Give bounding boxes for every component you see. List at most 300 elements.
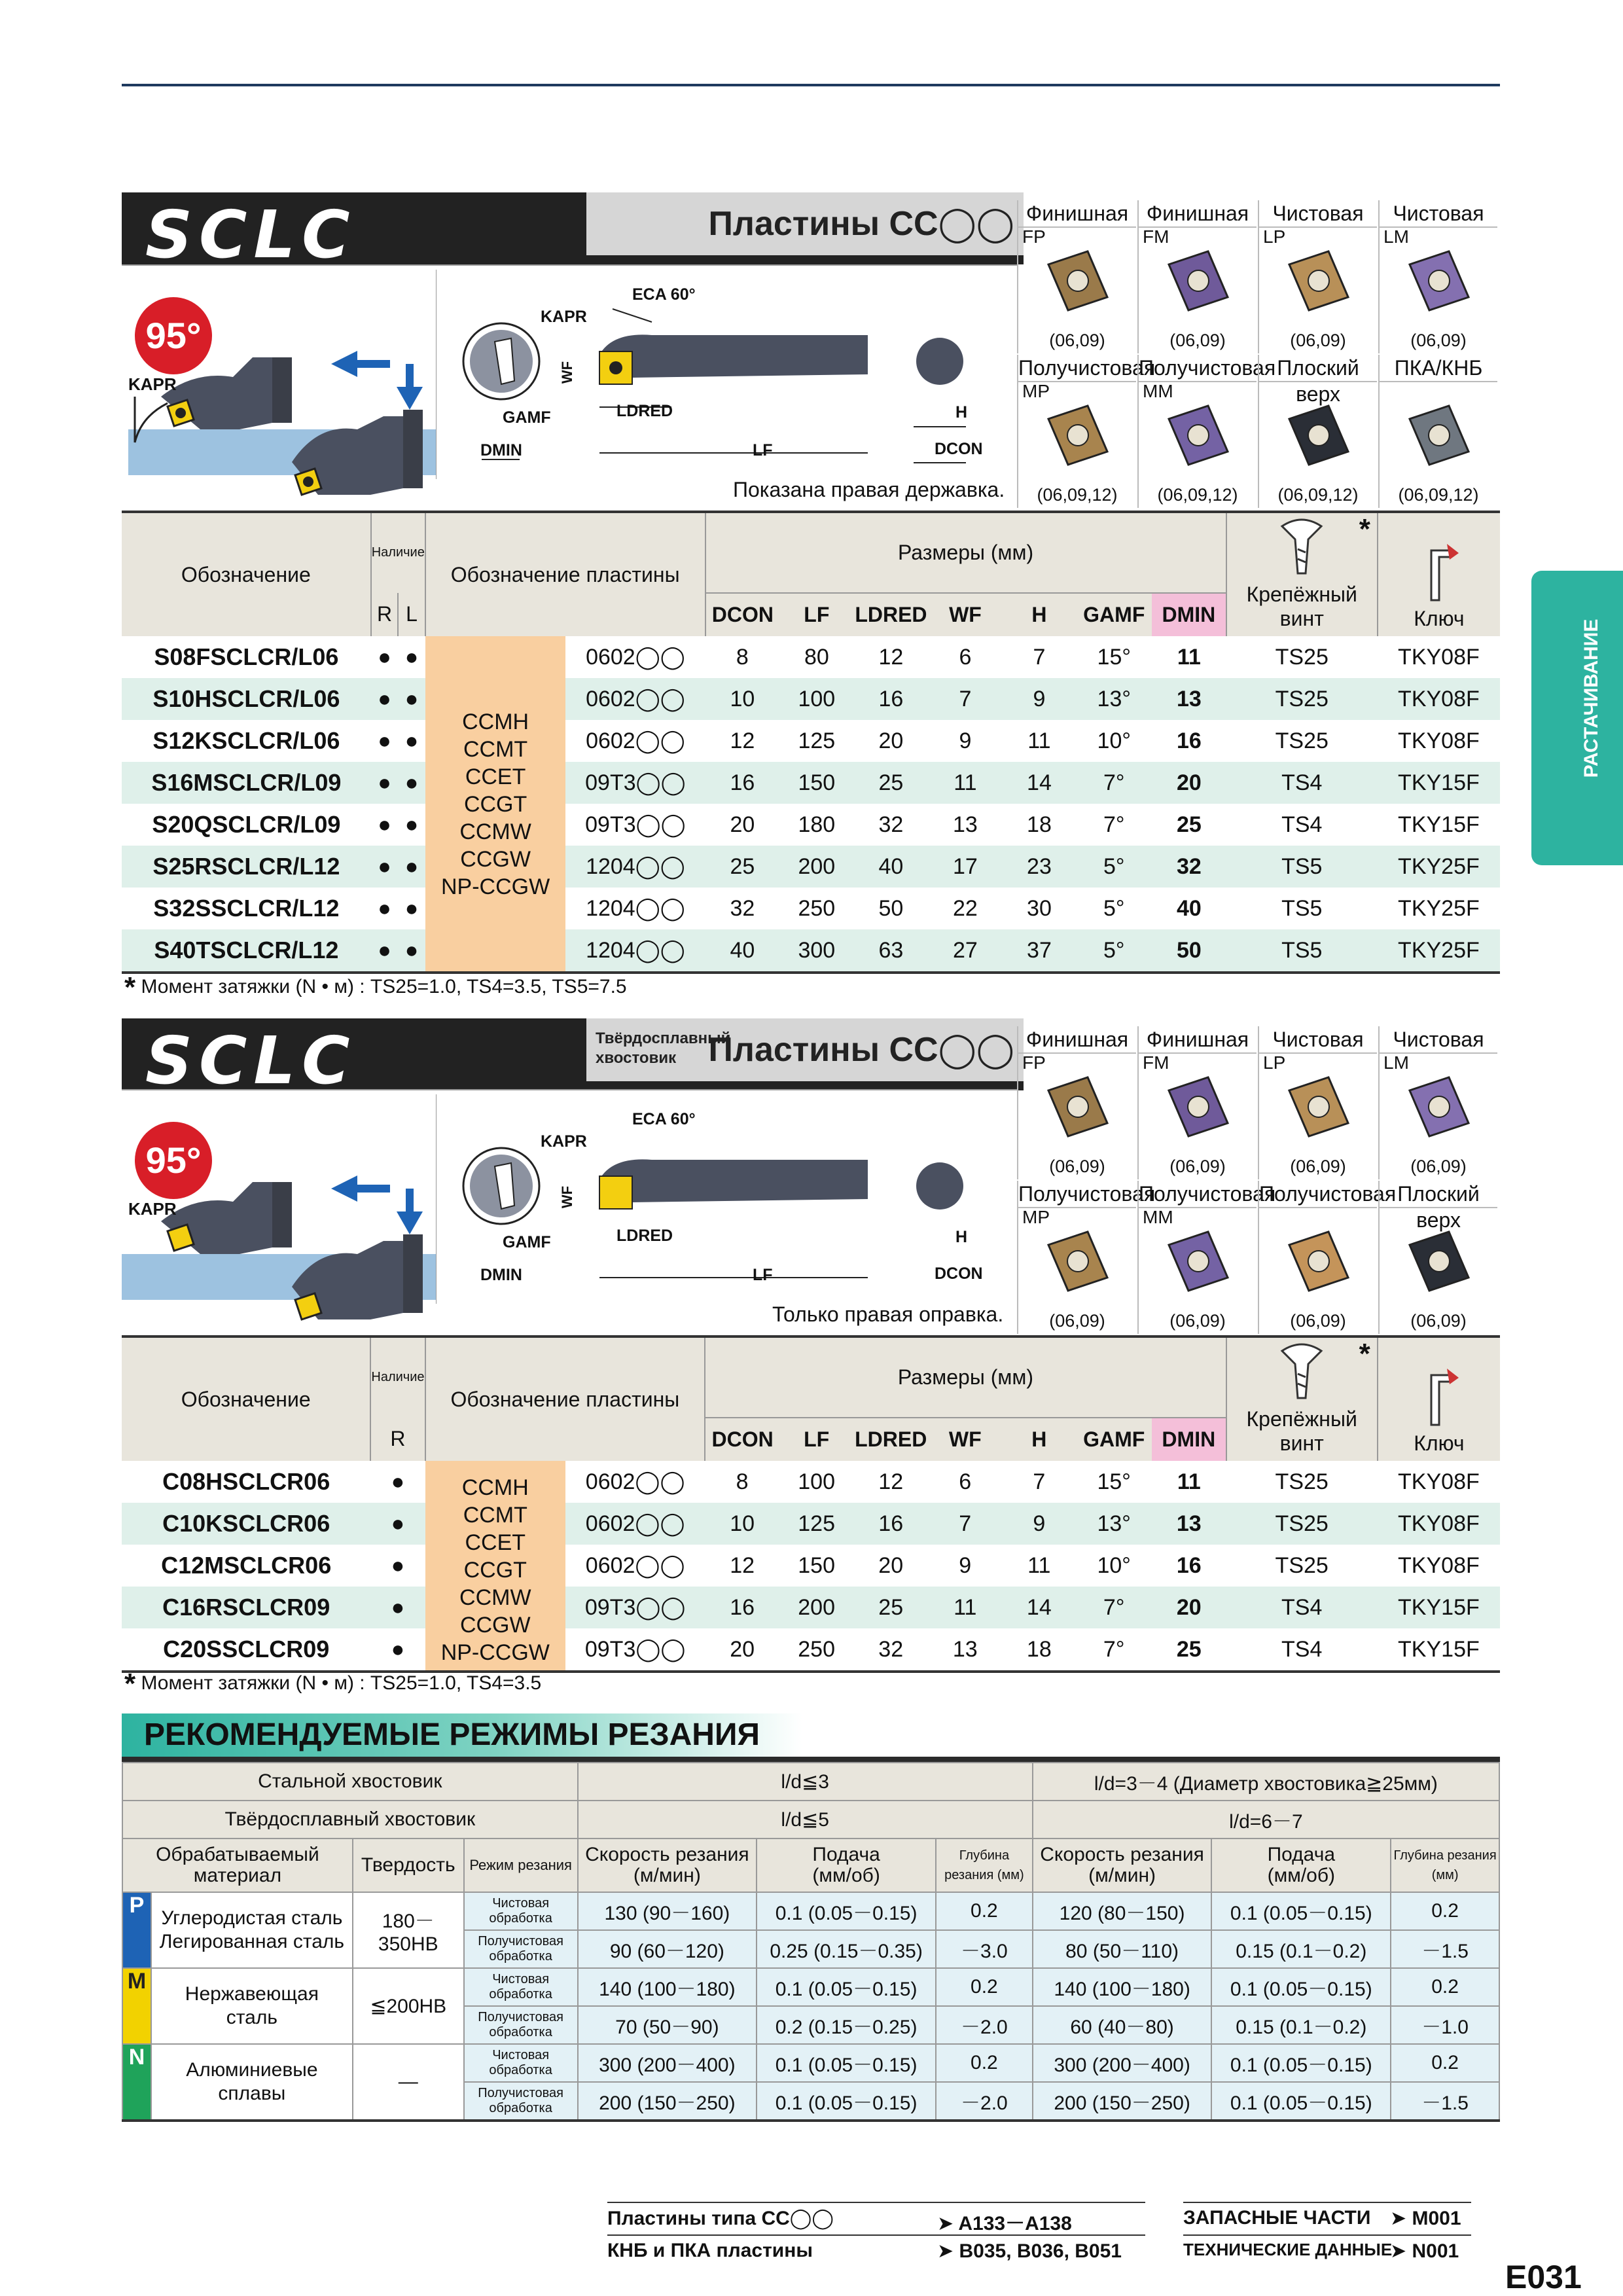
dim-value: 7 — [928, 678, 1002, 720]
holder-code: C10KSCLCR06 — [122, 1503, 370, 1545]
table-row[interactable] — [122, 804, 1500, 846]
cutting-value: 0.15 (0.1－0.2) — [1211, 1930, 1391, 1968]
table-row[interactable] — [122, 1461, 1500, 1503]
insert-card[interactable] — [1137, 1181, 1276, 1334]
cutting-mode: Чистовая обработка — [464, 2044, 578, 2082]
insert-card[interactable] — [1258, 1181, 1397, 1334]
availability-r: ● — [371, 678, 399, 720]
insert-image — [1162, 399, 1234, 471]
insert-type: CCMW — [459, 1585, 531, 1610]
cutting-mode: Чистовая обработка — [464, 1968, 578, 2006]
dim-value: 40 — [705, 929, 780, 973]
insert-sizes: (06,09,12) — [1277, 485, 1359, 505]
insert-type: CCET — [465, 1530, 526, 1555]
availability-r: ● — [378, 895, 391, 921]
spec-table-2 — [122, 1335, 1500, 1673]
col-l: L — [398, 593, 425, 636]
tool-drawing-2 — [122, 1089, 1017, 1336]
table-row[interactable] — [122, 636, 1500, 678]
dim-value: 13 — [1152, 1503, 1226, 1545]
cutting-value: 300 (200－400) — [578, 2044, 757, 2082]
dim-value: 15° — [1097, 644, 1131, 670]
dcon-label-2: DCON — [935, 1265, 983, 1283]
star-mark-2: * — [1359, 1338, 1370, 1370]
carbide-ld1: l/d≦5 — [578, 1801, 1033, 1839]
cutting-value: －2.0 — [936, 2082, 1033, 2121]
dim-value: 13 — [953, 812, 978, 837]
key-code: TKY08F — [1378, 678, 1500, 720]
insert-grade-title: Чистовая — [1380, 200, 1497, 228]
insert-card[interactable] — [1017, 1026, 1136, 1179]
col-insert-2: Обозначение пластины — [425, 1336, 705, 1461]
key-code: TKY15F — [1378, 762, 1500, 804]
torque-note-2: * Момент затяжки (N • м) : TS25=1.0, TS4=3.5 — [124, 1668, 542, 1700]
header-band-1 — [122, 192, 1024, 273]
col-r-2: R — [370, 1418, 425, 1461]
insert-sizes: (06,09) — [1290, 331, 1346, 350]
insert-types — [425, 636, 566, 973]
wf-label-2: WF — [559, 1185, 576, 1209]
kapr-diagram-label-2: KAPR — [541, 1132, 587, 1151]
material-hardness: — — [353, 2044, 464, 2121]
holder-code: C12MSCLCR06 — [161, 1552, 332, 1579]
footer-link-3[interactable]: ➤ M001 — [1390, 2208, 1461, 2229]
screw-icon — [1275, 1338, 1328, 1403]
insert-card[interactable] — [1378, 200, 1497, 353]
cutting-value: 0.1 (0.05－0.15) — [757, 1968, 936, 2006]
availability-l: ● — [404, 812, 419, 837]
cutting-value: 90 (60－120) — [578, 1930, 757, 1968]
lf-label-2: LF — [753, 1266, 773, 1284]
holder-code: C16RSCLCR09 — [122, 1587, 370, 1628]
insert-image — [1403, 245, 1475, 317]
table-row[interactable] — [122, 1545, 1500, 1587]
material-group-letter: P — [122, 1892, 151, 1968]
dim-value: 16 — [705, 1587, 779, 1628]
dim-value: 20 — [1152, 762, 1226, 804]
col-dcon: DCON — [705, 593, 780, 636]
dim-value: 32 — [730, 895, 755, 921]
dim-value: 250 — [798, 895, 836, 921]
side-tab[interactable] — [1531, 571, 1623, 865]
col-lf-2: LF — [779, 1418, 853, 1461]
insert-size-code: 0602◯◯ — [586, 728, 685, 753]
dim-value: 12 — [730, 1552, 755, 1578]
col-lf: LF — [779, 593, 853, 636]
key-code: TKY08F — [1398, 728, 1480, 753]
h-label: H — [955, 403, 968, 422]
footer-link-4[interactable]: ➤ N001 — [1390, 2240, 1459, 2262]
dim-value: 50 — [1152, 929, 1226, 973]
dim-value: 16 — [1176, 728, 1202, 753]
dim-value: 180 — [798, 812, 836, 837]
cutting-value: 60 (40－80) — [1033, 2006, 1212, 2044]
dim-value: 11 — [1177, 644, 1201, 670]
col-screw-2 — [1226, 1336, 1378, 1461]
steel-ld2: l/d=3－4 (Диаметр хвостовика≧25мм) — [1033, 1763, 1499, 1801]
material-name: Алюминиевые сплавы — [151, 2044, 353, 2121]
availability-r: ● — [391, 1552, 405, 1578]
dim-value: 7° — [1103, 1636, 1125, 1662]
dim-value: 12 — [730, 728, 755, 753]
insert-type: CCGT — [463, 1558, 527, 1583]
dim-value: 22 — [953, 895, 978, 921]
key-icon — [1413, 537, 1465, 603]
key-code: TKY25F — [1378, 846, 1500, 888]
insert-type: CCMH — [462, 709, 529, 734]
dim-value: 9 — [959, 728, 972, 753]
lf-label: LF — [753, 441, 773, 459]
key-code: TKY15F — [1398, 1636, 1480, 1662]
dim-value: 37 — [1002, 929, 1076, 973]
insert-image — [1042, 1225, 1114, 1297]
cutting-value: 0.2 — [936, 1892, 1033, 1930]
cutting-mode: Получистовая обработка — [464, 2006, 578, 2044]
dim-value: 200 — [779, 1587, 853, 1628]
insert-card[interactable] — [1137, 200, 1257, 353]
insert-image — [1283, 399, 1355, 471]
key-code: TKY08F — [1398, 1552, 1480, 1578]
material-name: Углеродистая сталь Легированная сталь — [151, 1892, 353, 1968]
dim-value: 11 — [1027, 728, 1051, 753]
dim-value: 16 — [1176, 1552, 1202, 1578]
key-code: TKY08F — [1378, 1503, 1500, 1545]
insert-chipbreaker-code: MP — [1022, 1207, 1050, 1227]
insert-type: CCGT — [463, 792, 527, 817]
dim-value: 15° — [1097, 1469, 1131, 1494]
footer-link-4-ref: N001 — [1412, 2240, 1459, 2262]
insert-size-code: 0602◯◯ — [585, 1469, 685, 1494]
table-row[interactable] — [122, 1628, 1500, 1672]
insert-grade-title: Финишная — [1018, 1026, 1136, 1054]
footer-link-2-ref: B035, B036, B051 — [959, 2240, 1122, 2262]
dim-value: 32 — [878, 1636, 904, 1662]
top-rule — [122, 84, 1500, 86]
insert-types — [425, 1461, 566, 1672]
cutting-value: 0.1 (0.05－0.15) — [757, 2044, 936, 2082]
cutting-value: 0.1 (0.05－0.15) — [1211, 2082, 1391, 2121]
key-code: TKY25F — [1378, 929, 1500, 973]
insert-grade-title: Чистовая — [1259, 200, 1377, 228]
dim-value: 27 — [928, 929, 1002, 973]
screw-code: TS5 — [1281, 895, 1323, 921]
key-code: TKY15F — [1398, 812, 1480, 837]
carbide-shank-row-label: Твёрдосплавный хвостовик — [122, 1801, 578, 1839]
footer-link-2[interactable]: ➤ B035, B036, B051 — [937, 2240, 1122, 2262]
dim-value: 100 — [798, 1469, 835, 1494]
screw-code: TS5 — [1226, 929, 1378, 973]
availability-l: ● — [404, 644, 419, 670]
insert-card[interactable] — [1378, 1026, 1497, 1179]
drawing-caption-2: Только правая оправка. — [772, 1302, 1004, 1326]
holder-code: S10HSCLCR/L06 — [122, 678, 371, 720]
dim-value: 20 — [730, 1636, 755, 1662]
screw-code: TS5 — [1226, 846, 1378, 888]
insert-size-code: 0602◯◯ — [585, 1553, 685, 1578]
insert-size-code: 0602◯◯ — [586, 645, 685, 670]
col-depth-2: Глубина резания (мм) — [1391, 1839, 1499, 1892]
dim-value: 32 — [1152, 846, 1226, 888]
insert-card[interactable] — [1017, 355, 1156, 508]
cutting-value: 0.1 (0.05－0.15) — [757, 1892, 936, 1930]
section-rule — [122, 1757, 1500, 1762]
ldred-label-2: LDRED — [616, 1227, 673, 1245]
screw-label: Крепёжный винт — [1246, 583, 1357, 630]
cutting-mode: Получистовая обработка — [464, 2082, 578, 2121]
page-number: E031 — [1505, 2259, 1582, 2295]
dim-value: 16 — [705, 762, 780, 804]
dim-value: 100 — [779, 678, 853, 720]
dim-value: 125 — [779, 1503, 853, 1545]
footer-link-3-label: ЗАПАСНЫЕ ЧАСТИ — [1183, 2207, 1371, 2229]
insert-chipbreaker-code: FP — [1022, 1052, 1046, 1073]
steel-shank-label: Стальной хвостовик — [122, 1763, 578, 1801]
insert-image — [1283, 1071, 1355, 1143]
insert-type: CCMT — [463, 1503, 527, 1528]
col-key-2 — [1378, 1336, 1500, 1461]
col-designation: Обозначение — [122, 512, 371, 636]
dim-value: 8 — [736, 644, 749, 670]
dim-value: 25 — [853, 1587, 928, 1628]
insert-card[interactable] — [1137, 1026, 1257, 1179]
insert-card[interactable] — [1017, 200, 1136, 353]
dim-value: 63 — [853, 929, 928, 973]
availability-l: ● — [398, 929, 425, 973]
dim-value: 7° — [1076, 762, 1152, 804]
cutting-value: 200 (150－250) — [578, 2082, 757, 2121]
key-code: TKY08F — [1398, 644, 1480, 670]
insert-sizes: (06,09) — [1290, 1311, 1346, 1331]
insert-sizes: (06,09) — [1169, 331, 1226, 350]
cutting-value: 140 (100－180) — [1033, 1968, 1212, 2006]
dim-value: 25 — [1176, 812, 1202, 837]
insert-image — [1162, 1225, 1234, 1297]
col-insert: Обозначение пластины — [425, 512, 705, 636]
footer-link-2-label: КНБ и ПКА пластины — [607, 2240, 813, 2261]
insert-sizes: (06,09) — [1169, 1157, 1226, 1176]
holder-code: C08HSCLCR06 — [162, 1468, 330, 1495]
screw-code: TS4 — [1281, 812, 1323, 837]
insert-card[interactable] — [1378, 355, 1497, 508]
cutting-value: 130 (90－160) — [578, 1892, 757, 1930]
insert-grade-title: Получистовая — [1139, 355, 1257, 382]
insert-image — [1403, 1225, 1475, 1297]
availability-l: ● — [398, 762, 425, 804]
table-row[interactable] — [122, 678, 1500, 720]
footer-link-1[interactable]: ➤ A133－A138 — [937, 2213, 1072, 2234]
dim-value: 18 — [1026, 1636, 1052, 1662]
cutting-value: 0.2 — [1391, 1892, 1499, 1930]
insert-type: NP-CCGW — [441, 874, 550, 899]
col-ldred-2: LDRED — [853, 1418, 928, 1461]
dim-value: 10° — [1097, 728, 1131, 753]
col-dcon-2: DCON — [705, 1418, 779, 1461]
screw-code: TS25 — [1275, 1469, 1329, 1494]
dim-value: 6 — [959, 644, 972, 670]
insert-chipbreaker-code: MM — [1143, 381, 1173, 401]
angle-badge: 95° — [135, 297, 212, 374]
h-label-2: H — [955, 1228, 968, 1246]
col-key — [1378, 512, 1500, 636]
screw-code: TS4 — [1281, 1636, 1323, 1662]
insert-card[interactable] — [1137, 355, 1276, 508]
dim-value: 300 — [779, 929, 853, 973]
torque-note-2-text: Момент затяжки (N • м) : TS25=1.0, TS4=3.5 — [141, 1672, 542, 1694]
insert-card[interactable] — [1378, 1181, 1497, 1334]
dim-value: 150 — [798, 1552, 835, 1578]
dim-value: 13° — [1076, 1503, 1152, 1545]
cutting-value: 0.1 (0.05－0.15) — [1211, 1968, 1391, 2006]
holder-code: S08FSCLCR/L06 — [154, 643, 339, 670]
cutting-value: 0.1 (0.05－0.15) — [757, 2082, 936, 2121]
dim-value: 40 — [1176, 895, 1202, 921]
insert-grade-title: Чистовая — [1380, 1026, 1497, 1054]
dim-value: 7 — [1033, 1469, 1046, 1494]
availability-l: ● — [398, 846, 425, 888]
cutting-value: 70 (50－90) — [578, 2006, 757, 2044]
angle-badge-2: 95° — [135, 1122, 212, 1199]
col-hardness: Твердость — [353, 1839, 464, 1892]
dim-value: 30 — [1027, 895, 1052, 921]
key-code: TKY25F — [1398, 895, 1480, 921]
table-row[interactable] — [122, 762, 1500, 804]
col-gamf: GAMF — [1076, 593, 1152, 636]
footer-link-3-ref: M001 — [1412, 2208, 1461, 2229]
col-ldred: LDRED — [853, 593, 928, 636]
insert-size-code: 1204◯◯ — [565, 929, 705, 973]
insert-grade-title: Финишная — [1139, 200, 1257, 228]
material-hardness: 180－350HB — [353, 1892, 464, 1968]
insert-sizes: (06,09) — [1169, 1311, 1226, 1331]
footer-rule-2 — [1183, 2202, 1471, 2203]
key-code: TKY15F — [1378, 1587, 1500, 1628]
insert-image — [1162, 245, 1234, 317]
cutting-value: 0.1 (0.05－0.15) — [1211, 2044, 1391, 2082]
dim-value: 12 — [878, 1469, 904, 1494]
drawing-caption: Показана правая державка. — [733, 478, 1005, 501]
col-designation-2: Обозначение — [122, 1336, 370, 1461]
cutting-value: 0.1 (0.05－0.15) — [1211, 1892, 1391, 1930]
insert-image — [1162, 1071, 1234, 1143]
availability-r: ● — [391, 1469, 405, 1494]
insert-title-2-text: Пластины CC◯◯ — [708, 1031, 1014, 1069]
insert-image — [1283, 245, 1355, 317]
insert-size-code: 09T3◯◯ — [585, 812, 686, 837]
cutting-row — [122, 1892, 1499, 1930]
dim-value: 7° — [1076, 1587, 1152, 1628]
insert-size-code: 0602◯◯ — [565, 678, 705, 720]
table-row[interactable] — [122, 1503, 1500, 1545]
insert-size-code: 09T3◯◯ — [565, 762, 705, 804]
material-group-letter: N — [122, 2044, 151, 2121]
kapr-label: KAPR — [128, 374, 177, 394]
insert-sizes: (06,09,12) — [1157, 485, 1238, 505]
availability-l: ● — [398, 678, 425, 720]
availability-r: ● — [378, 812, 391, 837]
insert-image — [1283, 1225, 1355, 1297]
cutting-value: 200 (150－250) — [1033, 2082, 1212, 2121]
dim-value: 20 — [878, 728, 904, 753]
table-row[interactable] — [122, 720, 1500, 762]
insert-grade-title: Плоский верх — [1259, 355, 1377, 382]
col-screw — [1226, 512, 1378, 636]
cutting-value: －1.5 — [1391, 2082, 1499, 2121]
cutting-value: 0.25 (0.15－0.35) — [757, 1930, 936, 1968]
insert-sizes: (06,09) — [1410, 1157, 1467, 1176]
table-row[interactable] — [122, 1587, 1500, 1628]
insert-sizes: (06,09,12) — [1037, 485, 1118, 505]
key-label-2: Ключ — [1414, 1431, 1465, 1455]
table-row[interactable] — [122, 846, 1500, 888]
insert-sizes: (06,09) — [1410, 1311, 1467, 1331]
dim-value: 125 — [798, 728, 836, 753]
insert-size-code: 0602◯◯ — [565, 1503, 705, 1545]
insert-chipbreaker-code: LM — [1383, 1052, 1409, 1073]
holder-code: S20QSCLCR/L09 — [152, 811, 341, 838]
insert-grade-title: ПКА/КНБ — [1380, 355, 1497, 382]
steel-ld1: l/d≦3 — [578, 1763, 1033, 1801]
dim-value: 5° — [1103, 895, 1125, 921]
material-name: Нержавеющая сталь — [151, 1968, 353, 2044]
wf-label: WF — [559, 361, 576, 384]
kapr-label-2: KAPR — [128, 1199, 177, 1219]
cutting-value: －1.5 — [1391, 1930, 1499, 1968]
insert-title: Пластины CC◯◯ — [586, 192, 1024, 255]
insert-card[interactable] — [1258, 200, 1377, 353]
cutting-mode: Получистовая обработка — [464, 1930, 578, 1968]
availability-r: ● — [371, 846, 399, 888]
screw-code: TS4 — [1226, 762, 1378, 804]
insert-title-2 — [586, 1018, 1024, 1081]
insert-grade-title: Получистовая — [1018, 355, 1136, 382]
footer-rule-4 — [1183, 2234, 1471, 2236]
dim-value: 11 — [1177, 1469, 1201, 1494]
screw-code: TS4 — [1226, 1587, 1378, 1628]
dim-value: 7 — [1033, 644, 1046, 670]
torque-note-1-text: Момент затяжки (N • м) : TS25=1.0, TS4=3.5, TS5=7.5 — [141, 975, 627, 997]
insert-sizes: (06,09,12) — [1398, 485, 1479, 505]
cutting-table — [122, 1762, 1500, 2122]
kapr-diagram-label: KAPR — [541, 308, 587, 326]
cutting-value: 120 (80－150) — [1033, 1892, 1212, 1930]
insert-image — [1042, 1071, 1114, 1143]
header-band-2 — [122, 1018, 1024, 1099]
dim-value: 10 — [705, 678, 780, 720]
dim-value: 11 — [928, 1587, 1002, 1628]
eca-label-2: ECA 60° — [632, 1110, 696, 1128]
availability-r: ● — [371, 929, 399, 973]
col-gamf-2: GAMF — [1076, 1418, 1152, 1461]
insert-image — [1042, 399, 1114, 471]
insert-sizes: (06,09) — [1049, 1311, 1105, 1331]
insert-card[interactable] — [1258, 1026, 1377, 1179]
insert-card[interactable] — [1017, 1181, 1156, 1334]
cutting-value: 0.2 — [936, 1968, 1033, 2006]
availability-r: ● — [378, 728, 391, 753]
table-row[interactable] — [122, 888, 1500, 929]
insert-card[interactable] — [1258, 355, 1377, 508]
col-availability-2: Наличие — [370, 1336, 425, 1418]
col-availability: Наличие — [371, 512, 425, 593]
screw-icon — [1275, 513, 1328, 579]
table-row[interactable] — [122, 929, 1500, 973]
carbide-ld2: l/d=6－7 — [1033, 1801, 1499, 1839]
insert-chipbreaker-code: LP — [1263, 226, 1286, 247]
dim-value: 16 — [853, 678, 928, 720]
material-group-letter: M — [122, 1968, 151, 2044]
insert-chipbreaker-code: FM — [1143, 226, 1169, 247]
dim-value: 11 — [928, 762, 1002, 804]
